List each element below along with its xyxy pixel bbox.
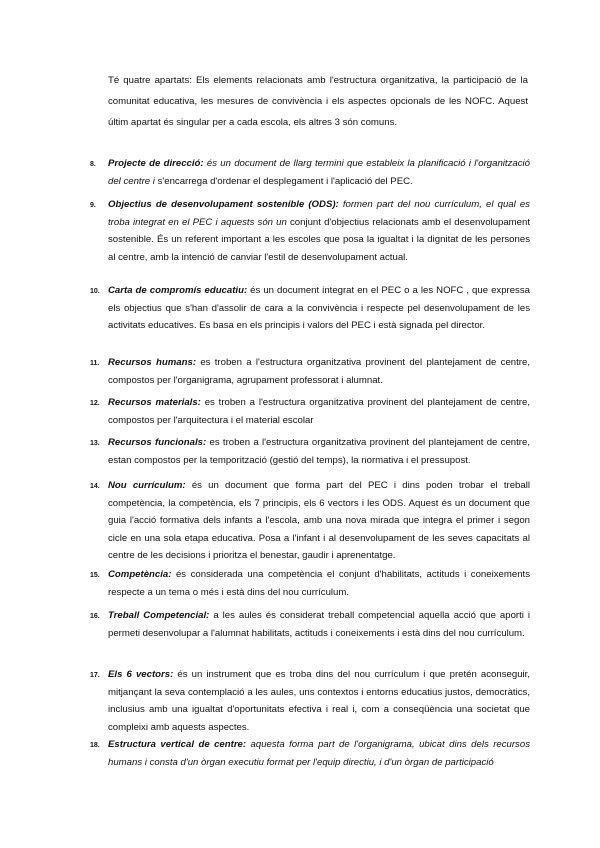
entry-term: Treball Competencial: xyxy=(108,610,210,621)
intro-paragraph: Té quatre apartats: Els elements relacionats amb l'estructura organitzativa, la participació de la comunitat educativa, les mesures de convivència i els aspectes opcionals de les NOFC. Aquest últim apartat és singular per a cada escola, els altres 3 són comuns. xyxy=(108,75,528,128)
entry-term: Carta de compromís educatiu: xyxy=(108,285,248,296)
glossary-entry-15 xyxy=(90,566,530,601)
entry-definition: es troben a l'estructura organitzativa provinent del plantejament de centre, compostos per l'organigrama, agrupament professorat i alumnat. xyxy=(108,357,530,386)
entry-number: 17. xyxy=(90,672,100,679)
entry-definition: és considerada una competència el conjunt d'habilitats, actituds i coneixements respecte a un tema o més i està dins del nou currículum. xyxy=(108,569,530,598)
entry-term: Recursos humans: xyxy=(108,357,197,368)
entry-term: Projecte de direcció: xyxy=(108,158,204,169)
entry-term: Objectius de desenvolupament sostenible (ODS): xyxy=(108,199,339,210)
entry-number: 16. xyxy=(90,613,100,620)
glossary-entry-10 xyxy=(90,282,530,335)
entry-definition-italic: formen part del nou currículum, el qual es troba integrat en el PEC i aquests són un xyxy=(108,199,530,228)
entry-number: 14. xyxy=(90,483,100,490)
entry-body xyxy=(108,736,530,771)
entry-body xyxy=(108,666,530,736)
entry-body xyxy=(108,434,530,469)
entry-term: Nou currículum: xyxy=(108,480,186,491)
glossary-entry-16 xyxy=(90,607,530,642)
entry-term: Competència: xyxy=(108,569,172,580)
entry-body xyxy=(108,566,530,601)
entry-number: 11. xyxy=(90,360,100,367)
glossary-entry-11 xyxy=(90,354,530,389)
entry-definition: a les aules és considerat treball competencial aquella acció que aporti i permeti desenvolupar a l'alumnat habilitats, actituds i coneixements i està dins del nou currículum. xyxy=(108,610,530,639)
entry-number: 15. xyxy=(90,572,100,579)
entry-body xyxy=(108,477,530,565)
glossary-entry-17 xyxy=(90,666,530,736)
glossary-entry-12 xyxy=(90,394,530,429)
entry-definition-italic: és un document de llarg termini que estableix la planificació i l'organització del centre i xyxy=(108,158,530,187)
entry-definition: és un document integrat en el PEC o a les NOFC , que expressa els objectius que s'han d'assolir de cara a la convivència i respecte pel desenvolupament de les activitats educatives. Es basa en els principis i valors del PEC i està signada pel director. xyxy=(108,285,530,332)
entry-term: Recursos funcionals: xyxy=(108,437,207,448)
entry-definition: conjunt d'objectius relacionats amb el desenvolupament sostenible. És un referent important a les escoles que posa la igualtat i la dignitat de les persones al centre, amb la intenció de canviar l'estil de desenvolupament actual. xyxy=(108,216,530,263)
entry-body xyxy=(108,607,530,642)
entry-number: 10. xyxy=(90,288,100,295)
entry-number: 12. xyxy=(90,400,100,407)
entry-body xyxy=(108,196,530,266)
entry-body xyxy=(108,155,530,190)
entry-body xyxy=(108,354,530,389)
entry-body xyxy=(108,394,530,429)
entry-definition: es troben a l'estructura organitzativa provinent del plantejament de centre, estan compostos per la temporització (gestió del temps), la normativa i el pressupost. xyxy=(108,437,530,466)
entry-number: 9. xyxy=(90,202,96,209)
glossary-entry-13 xyxy=(90,434,530,469)
entry-definition-italic: aquesta forma part de l'organigrama, ubicat dins dels recursos humans i consta d'un òrgan executiu format per l'equip directiu, i d'un òrgan de participació xyxy=(108,739,530,768)
entry-definition: és un document que forma part del PEC i dins poden trobar el treball competència, la competència, els 7 principis, els 6 vectors i les ODS. Aquest és un document que guia l'acció formativa dels infants a l'escola, amb una nova mirada que integra el primer i segon cicle en una sola etapa educativa. Posa a l'infant i al desenvolupament de les seves capacitats al centre de les decisions i prioritza el benestar, gaudir i aprenentatge. xyxy=(108,480,530,562)
entry-term: Recursos materials: xyxy=(108,397,201,408)
entry-number: 18. xyxy=(90,742,100,749)
entry-definition: es troben a l'estructura organitzativa provinent del plantejament de centre, compostos per l'arquitectura i el material escolar xyxy=(108,397,530,426)
entry-term: Els 6 vectors: xyxy=(108,669,174,680)
glossary-entry-9 xyxy=(90,196,530,266)
entry-definition: s'encarrega d'ordenar el desplegament i l'aplicació del PEC. xyxy=(154,175,413,187)
glossary-entry-8 xyxy=(90,155,530,190)
entry-body xyxy=(108,282,530,335)
glossary-entry-18 xyxy=(90,736,530,771)
entry-definition: és un instrument que es troba dins del nou currículum i que pretén aconseguir, mitjançant la seva contemplació a les aules, uns contextos i entorns educatius justos, democràtics, inclusius amb una igualtat d'oportunitats efectiva i real i, com a conseqüència una societat que compleixi amb aquests aspectes. xyxy=(108,669,530,733)
entry-number: 8. xyxy=(90,161,96,168)
entry-number: 13. xyxy=(90,440,100,447)
glossary-entry-14 xyxy=(90,477,530,565)
entry-term: Estructura vertical de centre: xyxy=(108,739,247,750)
